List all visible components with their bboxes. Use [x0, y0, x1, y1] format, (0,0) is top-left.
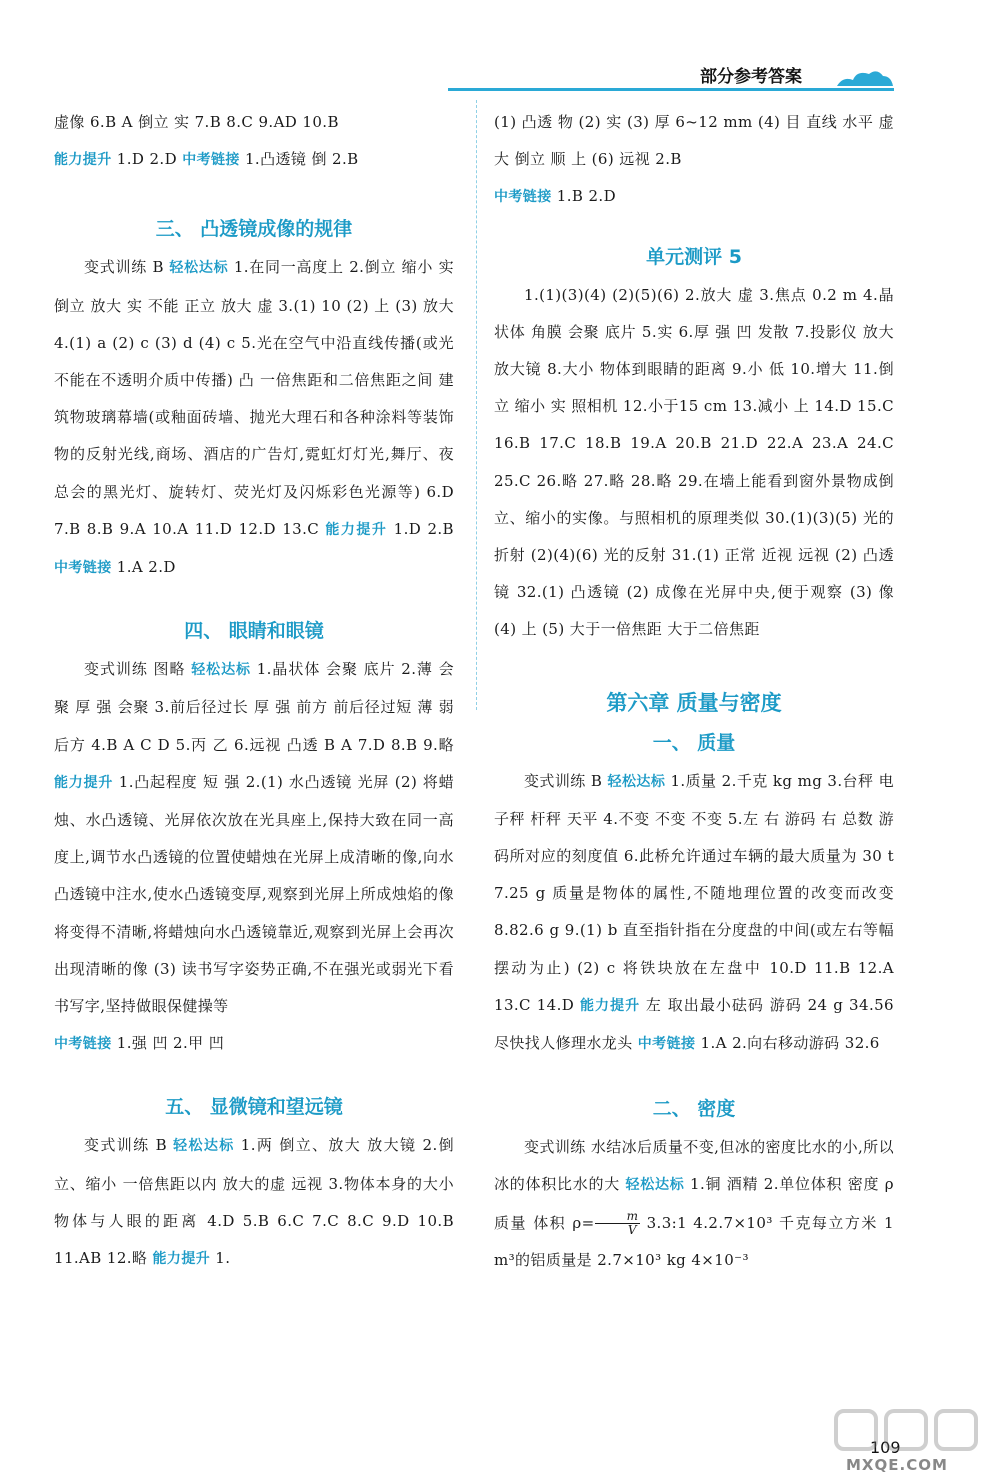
- tag-easy: 轻松达标: [173, 1138, 235, 1155]
- answer-paragraph: 变式训练 B 轻松达标 1.两 倒立、放大 放大镜 2.倒立、缩小 一倍焦距以内 放大的虚 远视 3.物体本身的大小 物体与人眼的距离 4.D 5.B 6.C 7.C 8.C 9.D 10.B 11.AB 12.略 能力提升 1.: [54, 1136, 454, 1268]
- tag-ability: 能力提升: [54, 774, 114, 791]
- cloud-decoration-icon: [835, 66, 895, 88]
- section-heading: 二、 密度: [652, 1098, 736, 1121]
- tag-exam-link: 中考链接: [54, 560, 112, 577]
- section-heading: 五、 显微镜和望远镜: [165, 1096, 343, 1119]
- answer-paragraph: 1.(1)(3)(4) (2)(5)(6) 2.放大 虚 3.焦点 0.2 m 4.晶状体 角膜 会聚 底片 5.实 6.厚 强 凹 发散 7.投影仪 放大 放大镜 8.大小 物体到眼睛的距离 9.小 低 10.增大 11.倒立 缩小 实 照相机 12.小于15 cm 13.减小 上 14.D 15.C 16.B 17.C 18.B 19.A 20.B 21.D 22.A 23.A 24.C 25.C 26.略 27.略 28.略 29.在墙上能看到窗外景物成倒立、缩小的实像。与照相机的原理类似 30.(1)(3)(5) 光的折射 (2)(4)(6) 光的反射 31.(1) 正常 近视 远视 (2) 凸透镜 32.(1) 凸透镜 (2) 成像在光屏中央,便于观察 (3) 像 (4) 上 (5) 大于一倍焦距 大于二倍焦距: [494, 285, 894, 639]
- answer-paragraph: 中考链接 1.B 2.D: [494, 187, 617, 206]
- left-column: [54, 104, 454, 1278]
- answer-paragraph: 虚像 6.B A 倒立 实 7.B 8.C 9.AD 10.B: [54, 113, 339, 131]
- section-heading: 三、 凸透镜成像的规律: [155, 218, 353, 241]
- tag-ability: 能力提升: [54, 152, 112, 169]
- answer-paragraph: 变式训练 图略 轻松达标 1.晶状体 会聚 底片 2.薄 会聚 厚 强 会聚 3.前后径过长 厚 强 前方 前后径过短 薄 弱 后方 4.B A C D 5.丙 乙 6.远视 凸透 B A 7.D 8.B 9.略 能力提升 1.凸起程度 短 强 2.(1) 水凸透镜 光屏 (2) 将蜡烛、水凸透镜、光屏依次放在光具座上,保持大致在同一高度上,调节水凸透镜的位置使蜡烛在光屏上成清晰的像,向水凸透镜中注水,使水凸透镜变厚,观察到光屏上所成烛焰的像将变得不清晰,将蜡烛向水凸透镜靠近,观察到光屏上会再次出现清晰的像 (3) 读书写字姿势正确,不在强光或弱光下看书写字,坚持做眼保健操等: [54, 660, 454, 1016]
- answer-paragraph: (1) 凸透 物 (2) 实 (3) 厚 6~12 mm (4) 目 直线 水平 虚 大 倒立 顺 上 (6) 远视 2.B: [494, 113, 894, 169]
- watermark-text: MXQE.COM: [846, 1456, 948, 1474]
- tag-exam-link: 中考链接: [54, 1036, 112, 1053]
- section-heading: 四、 眼睛和眼镜: [184, 620, 324, 643]
- column-divider: [476, 100, 477, 710]
- unit-test-heading: 单元测评 5: [646, 245, 742, 268]
- chapter-heading: 第六章 质量与密度: [606, 690, 782, 715]
- tag-ability: 能力提升: [580, 997, 641, 1014]
- answer-paragraph: 变式训练 B 轻松达标 1.质量 2.千克 kg mg 3.台秤 电子秤 杆秤 天平 4.不变 不变 不变 5.左 右 游码 右 总数 游码所对应的刻度值 6.此桥允许通过车辆的最大质量为 30 t 7.25 g 质量是物体的属性,不随地理位置的改变而改变 8.82.6 g 9.(1) b 直至指针指在分度盘的中间(或左右等幅摆动为止) (2) c 将铁块放在左盘中 10.D 11.B 12.A 13.C 14.D 能力提升 左 取出最小砝码 游码 24 g 34.56 尽快找人修理水龙头 中考链接 1.A 2.向右移动游码 32.6: [494, 771, 895, 1053]
- tag-exam-link: 中考链接: [637, 1036, 696, 1053]
- header-rule: [448, 88, 894, 91]
- tag-exam-link: 中考链接: [494, 189, 552, 206]
- answer-paragraph: 变式训练 水结冰后质量不变,但冰的密度比水的小,所以冰的体积比水的大 轻松达标 1.铜 酒精 2.单位体积 密度 ρ 质量 体积 ρ= $\frac{m}{V}$ 3.3:1 4.2.7×10³ 千克每立方米 1 m³的铝质量是 2.7×10³ kg 4×10⁻³: [494, 1138, 895, 1269]
- page-number: 109: [870, 1438, 901, 1457]
- answer-paragraph: 变式训练 B 轻松达标 1.在同一高度上 2.倒立 缩小 实 倒立 放大 实 不能 正立 放大 虚 3.(1) 10 (2) 上 (3) 放大 4.(1) a (2) c (3) d (4) c 5.光在空气中沿直线传播(或光不能在不透明介质中传播) 凸 一倍焦距和二倍焦距之间 建筑物玻璃幕墙(或釉面砖墙、抛光大理石和各种涂料等装饰物的反射光线,商场、酒店的广告灯,霓虹灯灯光,舞厅、夜总会的黑光灯、旋转灯、荧光灯及闪烁彩色光源等) 6.D 7.B 8.B 9.A 10.A 11.D 12.D 13.C 能力提升 1.D 2.B 中考链接 1.A 2.D: [54, 258, 454, 577]
- tag-exam-link: 中考链接: [182, 152, 240, 169]
- density-formula: $\frac{m}{V}$: [595, 1210, 641, 1237]
- tag-ability: 能力提升: [152, 1251, 211, 1268]
- answer-paragraph: 能力提升 1.D 2.D 中考链接 1.凸透镜 倒 2.B: [54, 150, 359, 169]
- tag-easy: 轻松达标: [625, 1177, 685, 1194]
- header-title: 部分参考答案: [700, 67, 802, 87]
- tag-easy: 轻松达标: [607, 773, 666, 790]
- right-column: [494, 104, 894, 1279]
- tag-easy: 轻松达标: [191, 662, 252, 679]
- section-heading: 一、 质量: [652, 731, 736, 754]
- answer-paragraph: 中考链接 1.强 凹 2.甲 凹: [54, 1034, 225, 1053]
- tag-ability: 能力提升: [325, 521, 388, 538]
- tag-easy: 轻松达标: [169, 260, 229, 277]
